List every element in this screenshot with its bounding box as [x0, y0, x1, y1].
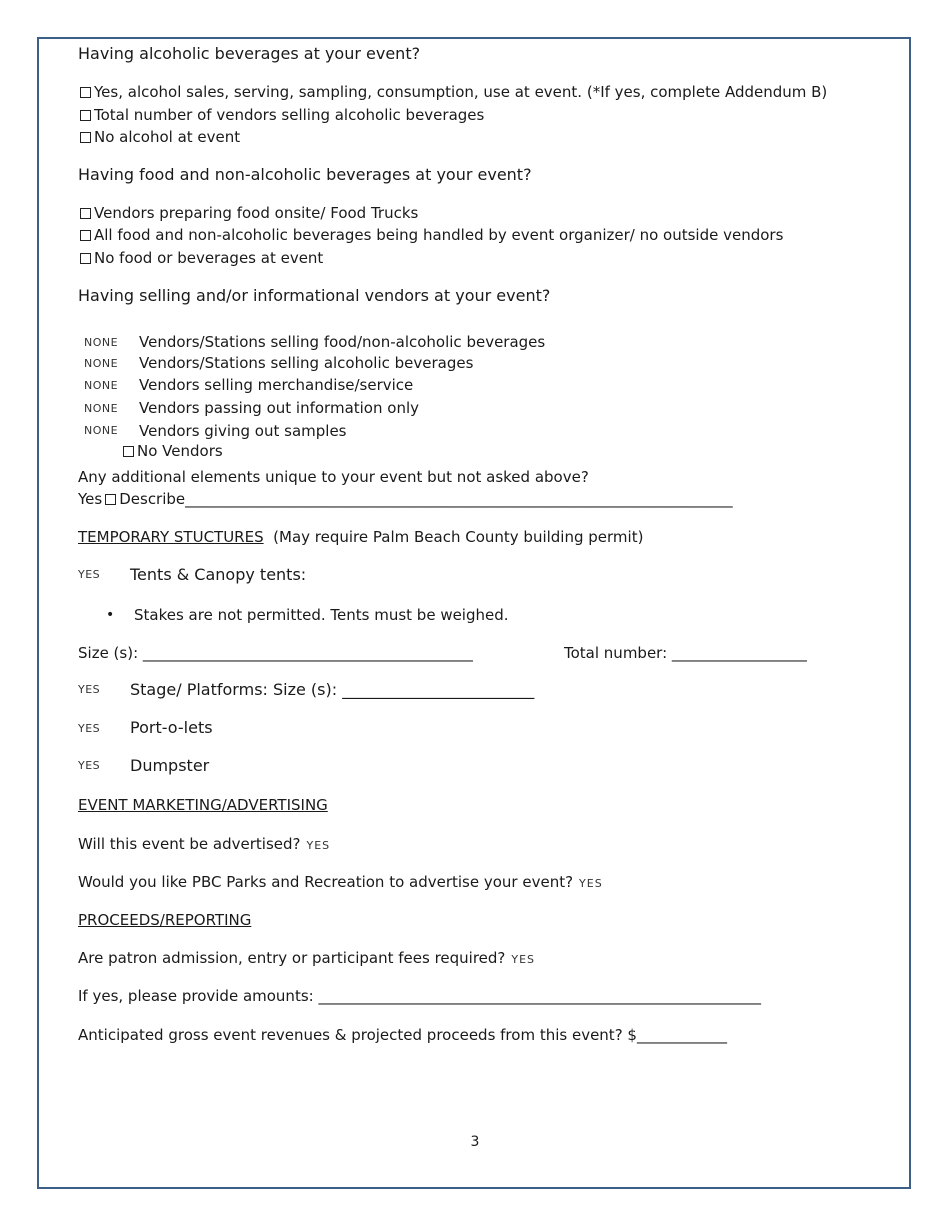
vendor-tag: NONE: [84, 357, 119, 370]
tents-tag: YES: [78, 568, 101, 581]
additional-describe-row[interactable]: Yes Describe_________________________________________________________________________: [78, 490, 733, 508]
dumpster-tag: YES: [78, 759, 101, 772]
alcohol-option-vendor-count[interactable]: Total number of vendors selling alcoholic beverages: [80, 106, 484, 124]
checkbox[interactable]: [80, 132, 91, 143]
checkbox[interactable]: [80, 208, 91, 219]
checkbox[interactable]: [80, 110, 91, 121]
vendor-row-label: Vendors giving out samples: [139, 422, 347, 440]
checkbox[interactable]: [80, 253, 91, 264]
marketing-heading: EVENT MARKETING/ADVERTISING: [78, 796, 328, 814]
food-option-onsite[interactable]: Vendors preparing food onsite/ Food Trucks: [80, 204, 418, 222]
alcohol-option-yes[interactable]: Yes, alcohol sales, serving, sampling, consumption, use at event. (*If yes, complete Addendum B): [80, 83, 827, 101]
stage-size-field[interactable]: Stage/ Platforms: Size (s): ________________________: [130, 680, 535, 699]
checkbox[interactable]: [123, 446, 134, 457]
checkbox[interactable]: [105, 494, 116, 505]
tents-label: Tents & Canopy tents:: [130, 565, 307, 584]
portolets-label: Port-o-lets: [130, 718, 213, 737]
checkbox[interactable]: [80, 230, 91, 241]
vendor-tag: NONE: [84, 424, 119, 437]
proceeds-revenue-field[interactable]: Anticipated gross event revenues & projected proceeds from this event? $____________: [78, 1026, 727, 1044]
marketing-q2-answer: YES: [579, 877, 603, 890]
vendor-row-label: Vendors passing out information only: [139, 399, 419, 417]
dumpster-label: Dumpster: [130, 756, 210, 775]
page-number: 3: [470, 1134, 480, 1150]
describe-field[interactable]: Describe_________________________________________________________________________: [119, 490, 733, 508]
food-question: Having food and non-alcoholic beverages at your event?: [78, 165, 532, 184]
alcohol-question: Having alcoholic beverages at your event?: [78, 44, 421, 63]
marketing-q1-answer: YES: [306, 839, 331, 852]
proceeds-q1-row: Are patron admission, entry or participant fees required? YES: [78, 949, 536, 967]
food-option-organizer[interactable]: All food and non-alcoholic beverages being handled by event organizer/ no outside vendors: [80, 226, 783, 244]
marketing-q1-row: Will this event be advertised? YES: [78, 835, 331, 853]
vendor-row-label: Vendors/Stations selling alcoholic beverages: [139, 354, 474, 372]
vendor-tag: NONE: [84, 336, 119, 349]
tents-total-field[interactable]: Total number: __________________: [564, 644, 807, 662]
proceeds-amounts-field[interactable]: If yes, please provide amounts: ___________________________________________________________: [78, 987, 761, 1005]
vendor-row-label: Vendors selling merchandise/service: [139, 376, 414, 394]
alcohol-option-none[interactable]: No alcohol at event: [80, 128, 240, 146]
checkbox[interactable]: [80, 87, 91, 98]
additional-question: Any additional elements unique to your event but not asked above?: [78, 468, 589, 486]
vendor-tag: NONE: [84, 402, 119, 415]
stage-tag: YES: [78, 683, 101, 696]
food-option-none[interactable]: No food or beverages at event: [80, 249, 323, 267]
structures-note: (May require Palm Beach County building permit): [273, 528, 644, 546]
portolets-tag: YES: [78, 722, 101, 735]
bullet-icon: •: [106, 607, 115, 623]
vendor-tag: NONE: [84, 379, 119, 392]
vendors-question: Having selling and/or informational vendors at your event?: [78, 286, 551, 305]
proceeds-heading: PROCEEDS/REPORTING: [78, 911, 252, 929]
vendor-row-label: Vendors/Stations selling food/non-alcoholic beverages: [139, 333, 546, 351]
marketing-q2-row: Would you like PBC Parks and Recreation to advertise your event? YES: [78, 873, 603, 891]
structures-heading-row: [78, 528, 643, 546]
tents-bullet-text: Stakes are not permitted. Tents must be weighed.: [134, 606, 509, 624]
proceeds-q1-answer: YES: [511, 953, 536, 966]
tents-size-field[interactable]: Size (s): ____________________________________________: [78, 644, 473, 662]
no-vendors-option[interactable]: No Vendors: [123, 442, 223, 460]
structures-heading: TEMPORARY STUCTURES: [78, 528, 264, 546]
